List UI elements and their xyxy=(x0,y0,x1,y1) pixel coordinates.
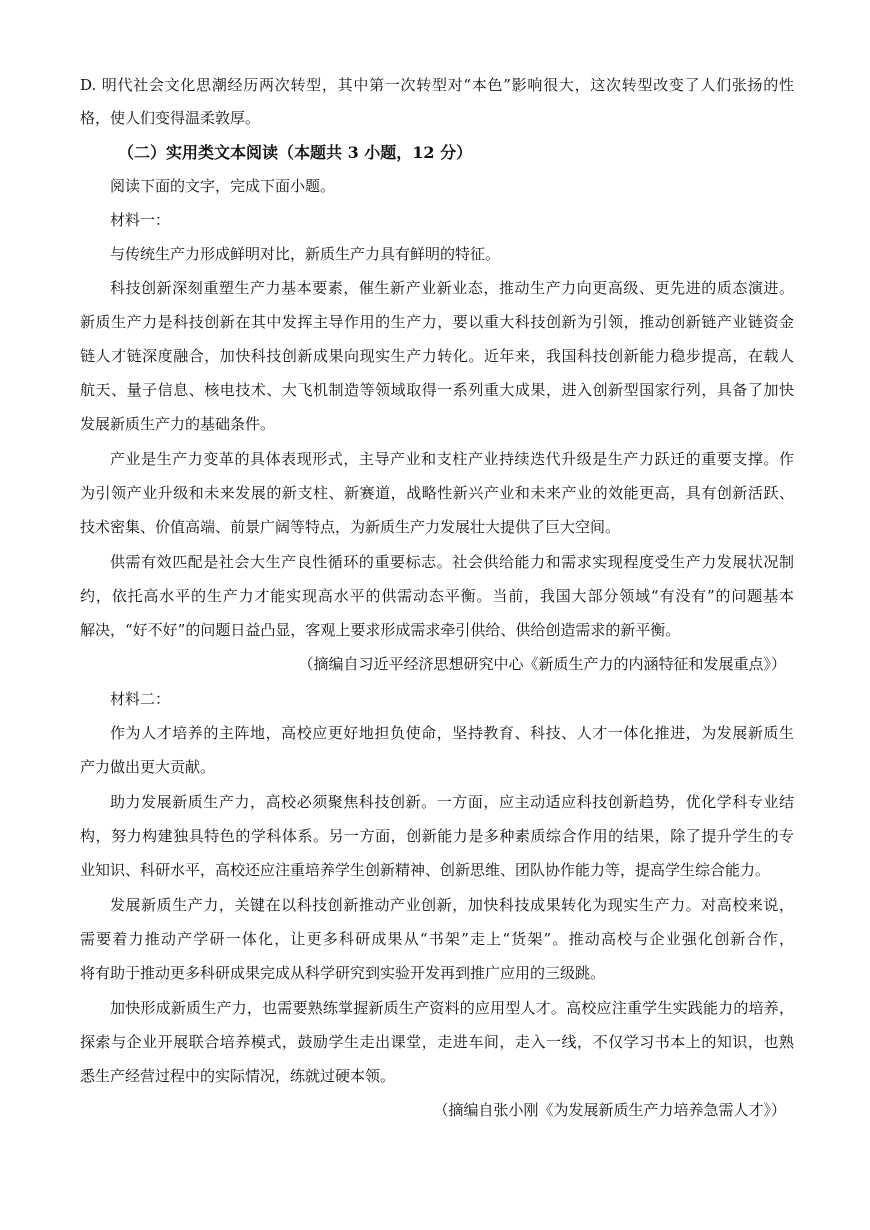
material2-p2-line: 助力发展新质生产力，高校必须聚焦科技创新。一方面，应主动适应科技创新趋势，优化学科专业结 xyxy=(110,793,794,811)
material2-p2-line: 构，努力构建独具特色的学科体系。另一方面，创新能力是多种素质综合作用的结果，除了提升学生的专 xyxy=(80,827,794,845)
material2-p3-line: 需要着力推动产学研一体化，让更多科研成果从“书架”走上“货架”。推动高校与企业强化创新合作， xyxy=(80,930,794,948)
material1-source: （摘编自习近平经济思想研究中心《新质生产力的内涵特征和发展重点》） xyxy=(298,655,786,673)
section-title: （二）实用类文本阅读（本题共 3 小题，12 分） xyxy=(118,143,473,162)
material1-p2-line: 链人才链深度融合，加快科技创新成果向现实生产力转化。近年来，我国科技创新能力稳步提高，在载人 xyxy=(80,347,794,365)
material1-p1-line: 与传统生产力形成鲜明对比，新质生产力具有鲜明的特征。 xyxy=(110,245,501,263)
material1-p3-line: 产业是生产力变革的具体表现形式，主导产业和支柱产业持续迭代升级是生产力跃迁的重要支撑。作 xyxy=(110,450,794,468)
material1-p4-line: 供需有效匹配是社会大生产良性循环的重要标志。社会供给能力和需求实现程度受生产力发展状况制 xyxy=(110,553,794,571)
material2-p2-line: 业知识、科研水平，高校还应注重培养学生创新精神、创新思维、团队协作能力等，提高学生综合能力。 xyxy=(80,861,771,879)
material2-p1-line: 产力做出更大贡献。 xyxy=(80,758,216,776)
material1-p2-line: 发展新质生产力的基础条件。 xyxy=(80,415,276,433)
material1-p3-line: 为引领产业升级和未来发展的新支柱、新赛道，战略性新兴产业和未来产业的效能更高，具有创新活跃、 xyxy=(80,484,794,502)
material1-p2-line: 科技创新深刻重塑生产力基本要素，催生新产业新业态，推动生产力向更高级、更先进的质态演进。 xyxy=(110,279,794,297)
instruction: 阅读下面的文字，完成下面小题。 xyxy=(110,177,336,195)
option-d-line-2: 格，使人们变得温柔敦厚。 xyxy=(80,109,261,127)
material2-p3-line: 将有助于推动更多科研成果完成从科学研究到实验开发再到推广应用的三级跳。 xyxy=(80,964,606,982)
material2-source: （摘编自张小刚《为发展新质生产力培养急需人才》） xyxy=(433,1101,786,1119)
material1-p3-line: 技术密集、价值高端、前景广阔等特点，为新质生产力发展壮大提供了巨大空间。 xyxy=(80,518,621,536)
option-d-line-1: D. 明代社会文化思潮经历两次转型，其中第一次转型对“本色”影响很大，这次转型改变了人们张扬的性 xyxy=(80,76,794,94)
material1-p2-line: 新质生产力是科技创新在其中发挥主导作用的生产力，要以重大科技创新为引领，推动创新链产业链资金 xyxy=(80,313,794,331)
material1-p2-line: 航天、量子信息、核电技术、大飞机制造等领域取得一系列重大成果，进入创新型国家行列，具备了加快 xyxy=(80,381,794,399)
material2-p4-line: 探索与企业开展联合培养模式，鼓励学生走出课堂，走进车间，走入一线，不仅学习书本上的知识，也熟 xyxy=(80,1033,794,1051)
material1-label: 材料一： xyxy=(110,211,171,229)
material2-p4-line: 加快形成新质生产力，也需要熟练掌握新质生产资料的应用型人才。高校应注重学生实践能力的培养， xyxy=(110,999,794,1017)
material1-p4-line: 约，依托高水平的生产力才能实现高水平的供需动态平衡。当前，我国大部分领域“有没有”的问题基本 xyxy=(80,587,794,605)
material2-p1-line: 作为人才培养的主阵地，高校应更好地担负使命，坚持教育、科技、人才一体化推进，为发展新质生 xyxy=(110,724,794,742)
material2-label: 材料二： xyxy=(110,690,171,708)
material2-p3-line: 发展新质生产力，关键在以科技创新推动产业创新，加快科技成果转化为现实生产力。对高校来说， xyxy=(110,896,794,914)
material1-p4-line: 解决，“好不好”的问题日益凸显，客观上要求形成需求牵引供给、供给创造需求的新平衡。 xyxy=(80,621,681,639)
material2-p4-line: 悉生产经营过程中的实际情况，练就过硬本领。 xyxy=(80,1067,396,1085)
